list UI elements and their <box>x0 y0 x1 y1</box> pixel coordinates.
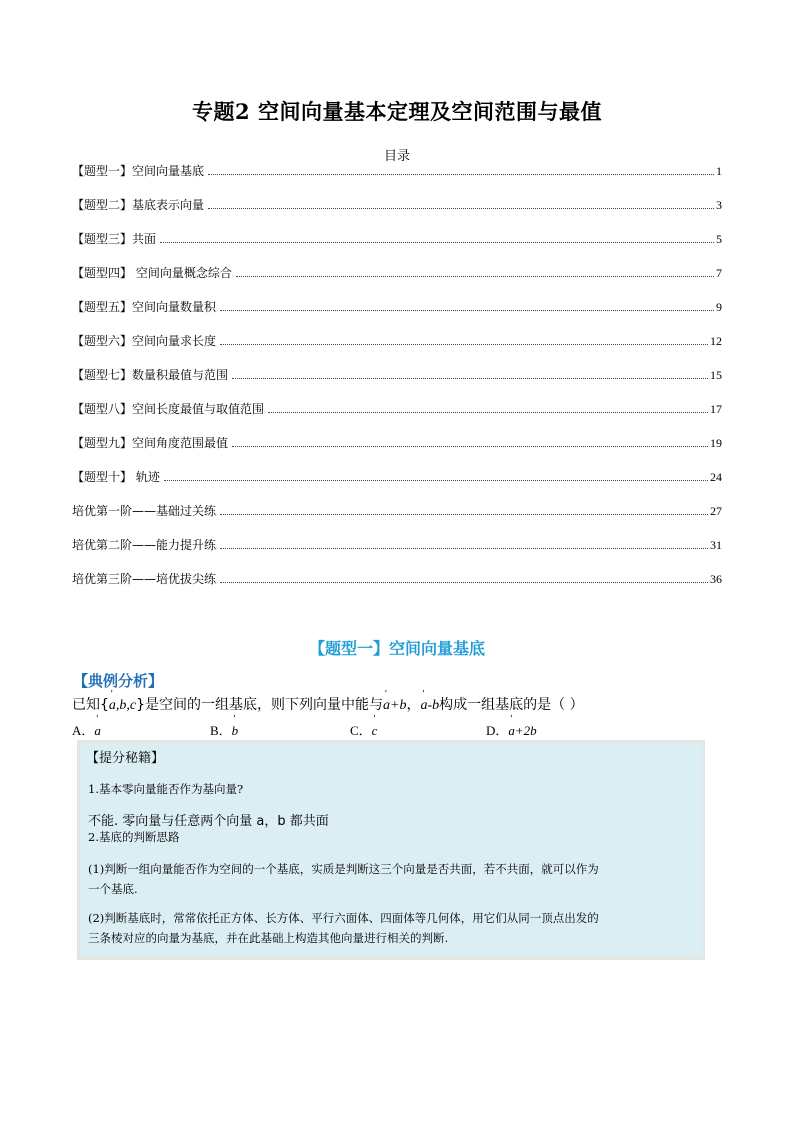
toc-label: 【题型一】空间向量基底 <box>72 164 205 178</box>
toc-entry[interactable] <box>72 195 722 229</box>
option-value: ' a+2b <box>508 723 536 738</box>
table-of-contents <box>72 161 722 603</box>
toc-leader <box>160 241 714 243</box>
vector-expr-1: ' a+b <box>383 698 406 713</box>
vector-set: ' a,b,c <box>109 698 136 713</box>
toc-entry[interactable] <box>72 433 722 467</box>
toc-page: 3 <box>716 198 722 212</box>
tips-title: 【提分秘籍】 <box>86 751 165 766</box>
toc-page: 24 <box>710 470 722 484</box>
option-letter: B． <box>210 723 232 738</box>
toc-label: 【题型十】 轨迹 <box>72 470 160 484</box>
toc-page: 9 <box>716 300 722 314</box>
toc-entry[interactable] <box>72 535 722 569</box>
toc-leader <box>232 377 708 379</box>
toc-entry[interactable] <box>72 331 722 365</box>
section-heading: 【题型一】空间向量基底 <box>308 639 485 658</box>
toc-label: 培优第二阶——能力提升练 <box>72 538 217 552</box>
question-sep: ， <box>406 697 421 713</box>
option-letter: D． <box>486 723 509 738</box>
toc-page: 36 <box>710 572 722 586</box>
toc-page: 31 <box>710 538 722 552</box>
toc-entry[interactable] <box>72 365 722 399</box>
toc-heading: 目录 <box>383 149 410 164</box>
toc-label: 【题型九】空间角度范围最值 <box>72 436 229 450</box>
toc-page: 1 <box>716 164 722 178</box>
option-value: ' c <box>372 723 378 738</box>
document-title: 专题2 空间向量基本定理及空间范围与最值 <box>192 99 602 124</box>
example-tag: 【典例分析】 <box>73 672 164 690</box>
vector-expr-2: ' a-b <box>421 698 440 713</box>
toc-entry[interactable] <box>72 263 722 297</box>
tips-question-1: 1.基本零向量能否作为基向量? <box>88 782 244 796</box>
toc-page: 12 <box>710 334 722 348</box>
toc-entry[interactable] <box>72 229 722 263</box>
toc-leader <box>220 343 708 345</box>
toc-entry[interactable] <box>72 161 722 195</box>
toc-page: 19 <box>710 436 722 450</box>
toc-label: 【题型四】 空间向量概念综合 <box>72 266 232 280</box>
toc-page: 27 <box>710 504 722 518</box>
toc-page: 15 <box>710 368 722 382</box>
question-prefix: 已知{ <box>72 697 109 713</box>
tips-paragraph-2-line-1: (2)判断基底时，常常依托正方体、长方体、平行六面体、四面体等几何体，用它们从同一顶点出发的 <box>88 911 599 925</box>
question-text <box>72 694 584 714</box>
toc-leader <box>208 173 714 175</box>
option-a[interactable] <box>72 720 101 739</box>
option-value: ' b <box>232 723 239 738</box>
toc-leader <box>220 309 714 311</box>
toc-leader <box>220 547 708 549</box>
option-letter: C． <box>350 723 372 738</box>
option-letter: A． <box>72 723 95 738</box>
toc-entry[interactable] <box>72 569 722 603</box>
toc-label: 【题型五】空间向量数量积 <box>72 300 217 314</box>
option-c[interactable] <box>350 720 377 739</box>
tips-question-2: 2.基底的判断思路 <box>88 830 180 844</box>
tips-box <box>77 740 705 960</box>
toc-leader <box>232 445 708 447</box>
tips-answer-1: 不能. 零向量与任意两个向量 a，b 都共面 <box>88 814 329 829</box>
toc-page: 5 <box>716 232 722 246</box>
tips-paragraph-1-line-2: 一个基底. <box>88 882 138 896</box>
toc-leader <box>236 275 714 277</box>
toc-leader <box>268 411 708 413</box>
toc-label: 【题型八】空间长度最值与取值范围 <box>72 402 265 416</box>
toc-label: 培优第一阶——基础过关练 <box>72 504 217 518</box>
toc-leader <box>220 581 708 583</box>
toc-label: 【题型六】空间向量求长度 <box>72 334 217 348</box>
question-middle: }是空间的一组基底，则下列向量中能与 <box>136 697 384 713</box>
toc-page: 17 <box>710 402 722 416</box>
option-d[interactable] <box>486 720 537 739</box>
toc-entry[interactable] <box>72 399 722 433</box>
toc-page: 7 <box>716 266 722 280</box>
toc-label: 【题型七】数量积最值与范围 <box>72 368 229 382</box>
toc-leader <box>220 513 708 515</box>
tips-paragraph-1-line-1: (1)判断一组向量能否作为空间的一个基底，实质是判断这三个向量是否共面，若不共面，就可以作为 <box>88 862 599 876</box>
toc-entry[interactable] <box>72 467 722 501</box>
toc-label: 【题型三】共面 <box>72 232 157 246</box>
toc-label: 【题型二】基底表示向量 <box>72 198 205 212</box>
toc-leader <box>208 207 714 209</box>
toc-entry[interactable] <box>72 501 722 535</box>
question-suffix: 构成一组基底的是（ ） <box>439 697 584 713</box>
option-value: ' a <box>94 723 101 738</box>
toc-label: 培优第三阶——培优拔尖练 <box>72 572 217 586</box>
toc-entry[interactable] <box>72 297 722 331</box>
toc-leader <box>164 479 708 481</box>
option-b[interactable] <box>210 720 238 739</box>
tips-paragraph-2-line-2: 三条棱对应的向量为基底，并在此基础上构造其他向量进行相关的判断. <box>88 931 449 945</box>
